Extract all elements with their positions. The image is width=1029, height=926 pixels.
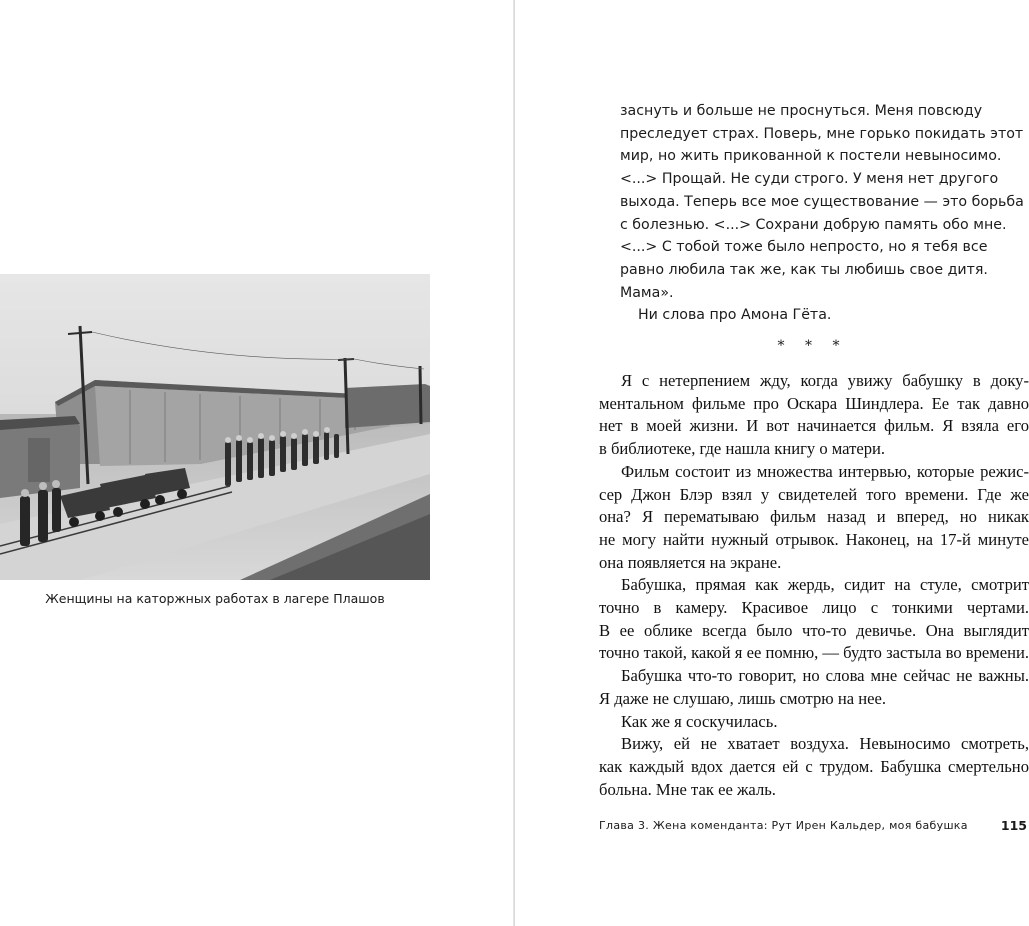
camp-photo-illustration xyxy=(0,274,430,580)
body-line: точно такой, какой я ее помню, — будто застыла во времени. xyxy=(599,643,1029,663)
letter-line: заснуть и больше не проснуться. Меня повсюду xyxy=(620,103,983,119)
body-line: Я с нетерпением жду, когда увижу бабушку в доку- xyxy=(621,371,1029,390)
body-line: Бабушка, прямая как жердь, сидит на стуле, смотрит xyxy=(621,575,1029,595)
running-footer: Глава 3. Жена коменданта: Рут Ирен Кальдер, моя бабушка xyxy=(599,819,968,832)
letter-line: <...> С тобой тоже было непросто, но я тебя все xyxy=(620,239,988,256)
body-line: ментальном фильме про Оскара Шиндлера. Ее так давно xyxy=(599,393,1029,413)
body-line: Вижу, ей не хватает воздуха. Невыносимо смотреть, xyxy=(621,734,1029,754)
body-line: Я даже не слушаю, лишь смотрю на нее. xyxy=(599,688,887,708)
letter-line: <...> Прощай. Не суди строго. У меня нет другого xyxy=(620,171,999,188)
letter-line: Мама». xyxy=(620,284,674,301)
body-line: Фильм состоит из множества интервью, которые режис- xyxy=(621,461,1029,481)
body-line: как каждый вдох дается ей с трудом. Бабушка смертельно xyxy=(599,756,1029,776)
photo-caption: Женщины на каторжных работах в лагере Плашов xyxy=(45,591,385,606)
left-page xyxy=(0,0,514,926)
letter-quote xyxy=(620,100,1029,327)
page-footer xyxy=(599,819,1027,837)
letter-after-line: Ни слова про Амона Гёта. xyxy=(638,307,832,324)
camp-photo xyxy=(0,274,430,580)
body-line: точно в камеру. Красивое лицо с тонкими чертами. xyxy=(599,598,1029,618)
body-line: Как же я соскучилась. xyxy=(621,711,778,731)
body-line: не могу найти нужный отрывок. Наконец, на 17-й минуте xyxy=(599,529,1029,549)
body-line: нет в моей жизни. И вот начинается фильм. Я взяла его xyxy=(599,416,1029,436)
body-line: больна. Мне так ее жаль. xyxy=(599,779,776,799)
page-number: 115 xyxy=(1000,818,1027,833)
body-line: В ее облике всегда было что-то девичье. Она выглядит xyxy=(599,620,1029,640)
section-separator: * * * xyxy=(777,338,848,354)
letter-line: мир, но жить прикованной к постели невыносимо. xyxy=(620,148,1002,165)
body-line: она? Я перематываю фильм назад и вперед, но никак xyxy=(599,507,1029,527)
body-line: в библиотеке, где нашла книгу о матери. xyxy=(599,439,886,459)
body-line: сер Джон Блэр взял у свидетелей того времени. Где же xyxy=(599,484,1029,504)
body-line: она появляется на экране. xyxy=(599,552,782,572)
letter-line: выхода. Теперь все мое существование — это борьба xyxy=(620,193,1024,210)
body-text xyxy=(599,370,1029,801)
letter-line: равно любила так же, как ты любишь свое дитя. xyxy=(620,261,988,278)
body-line: Бабушка что-то говорит, но слова мне сейчас не важны. xyxy=(621,666,1029,686)
letter-line: с болезнью. <...> Сохрани добрую память обо мне. xyxy=(620,216,1007,233)
letter-line: преследует страх. Поверь, мне горько покидать этот xyxy=(620,125,1024,142)
